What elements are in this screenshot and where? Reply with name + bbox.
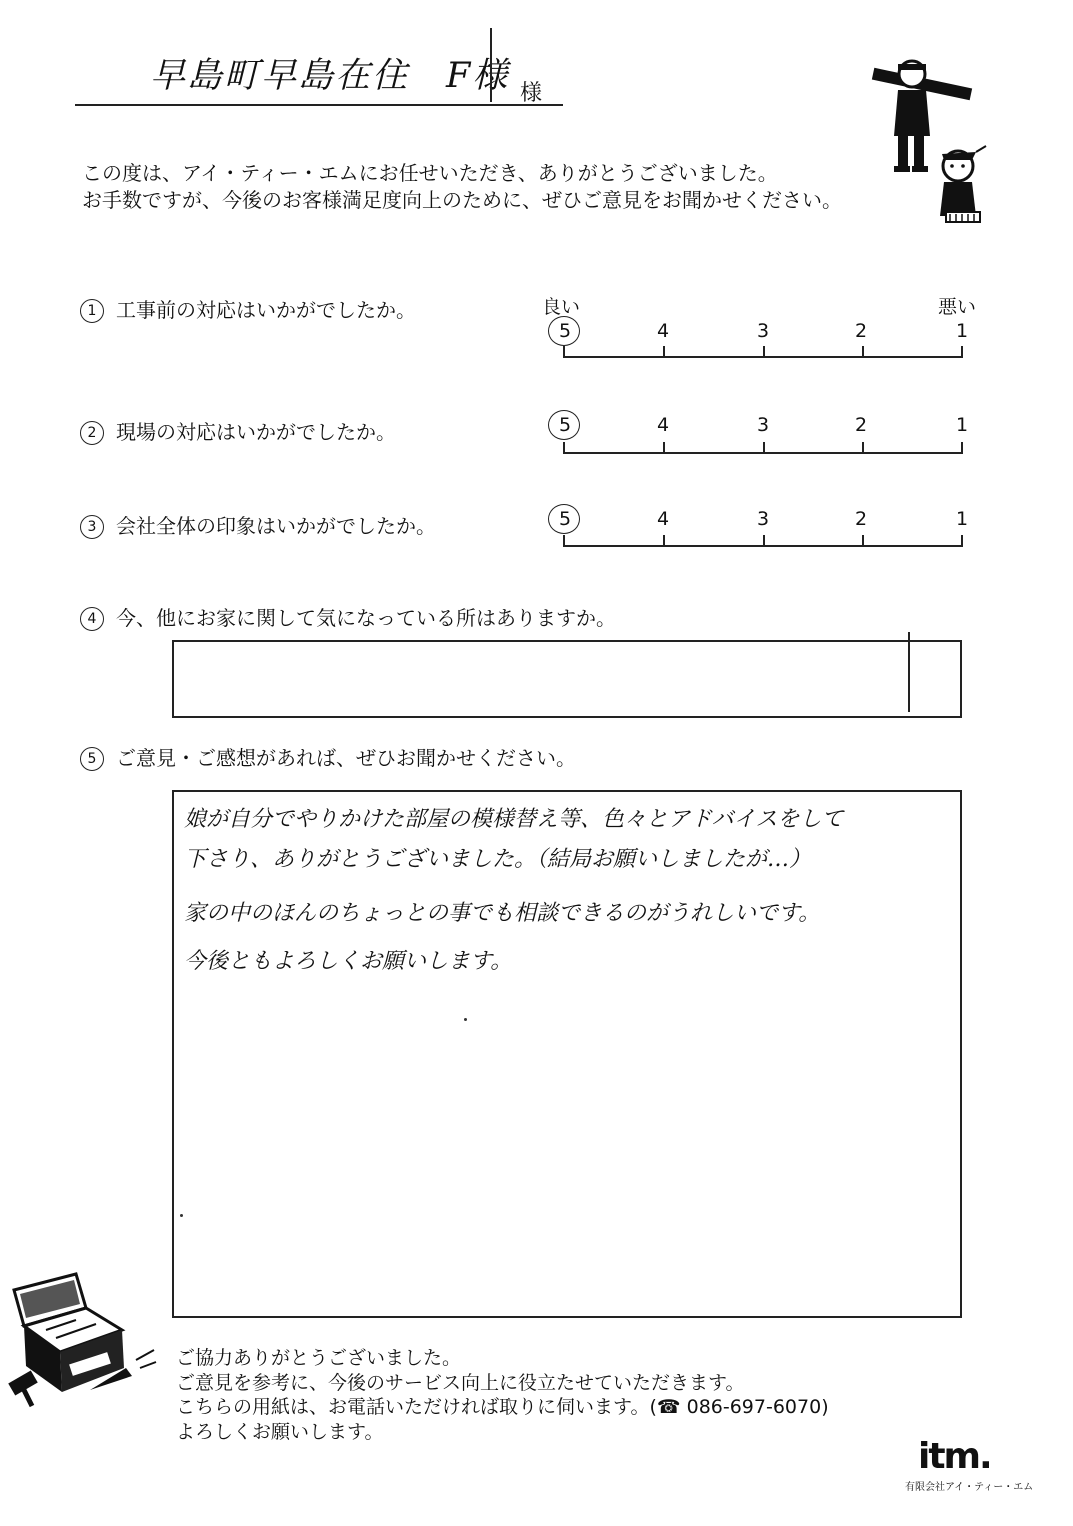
name-divider [490,28,492,102]
question-number: 4 [80,607,104,631]
scale-value-4: 4 [656,508,670,530]
scale-value-4: 4 [656,320,670,342]
speck [180,1214,183,1217]
intro-line-1: この度は、アイ・ティー・エムにお任せいただき、ありがとうございました。 [82,161,778,185]
rating-circle-q1 [548,316,580,346]
footer-line-1: ご協力ありがとうございました。 [176,1347,462,1369]
scale-value-3: 3 [756,508,770,530]
honorific-label: 様 [520,81,543,106]
question-text: 会社全体の印象はいかがでしたか。 [116,514,436,538]
footer-line-4: よろしくお願いします。 [176,1420,384,1443]
scale-bad-label: 悪い [938,296,977,318]
scale-value-3: 3 [756,320,770,342]
box-mark [908,632,910,712]
name-underline [75,104,563,106]
question-text: 工事前の対応はいかがでしたか。 [116,298,416,322]
scale-value-5: 5 [558,414,572,436]
question-number: 5 [80,747,104,771]
scale-value-1: 1 [955,320,969,342]
scale-value-4: 4 [656,414,670,436]
question-4 [80,602,616,631]
footer-text [176,1346,829,1444]
company-logo: itm. [918,1436,991,1477]
scale-good-label: 良い [542,296,581,318]
comment-line-4: 今後ともよろしくお願いします。 [184,949,513,974]
answer-box-q4[interactable] [172,640,962,718]
footer-line-3: こちらの用紙は、お電話いただければ取りに伺います。(☎ 086-697-6070) [176,1396,829,1418]
scale-value-2: 2 [854,320,868,342]
carpenters-illustration [868,56,998,242]
scale-value-3: 3 [756,414,770,436]
comment-line-2: 下さり、ありがとうございました。（結局お願いしましたが…） [184,847,812,872]
speck [464,1018,467,1021]
company-name: 有限会社アイ・ティー・エム [905,1482,1034,1493]
question-text: 今、他にお家に関して気になっている所はありますか。 [116,606,616,630]
question-text: 現場の対応はいかがでしたか。 [116,420,396,444]
scale-value-1: 1 [955,414,969,436]
question-number: 3 [80,515,104,539]
scale-value-5: 5 [558,508,572,530]
question-3 [80,510,436,539]
customer-name: 早島町早島在住 F様 [150,56,510,96]
question-2 [80,416,396,445]
rating-circle-q3 [548,504,580,534]
comment-line-1: 娘が自分でやりかけた部屋の模様替え等、色々とアドバイスをして [184,807,844,832]
question-number: 1 [80,299,104,323]
scale-value-2: 2 [854,414,868,436]
scale-value-2: 2 [854,508,868,530]
scale-value-5: 5 [558,320,572,342]
toolbox-illustration [6,1268,166,1418]
question-1 [80,294,416,323]
question-number: 2 [80,421,104,445]
intro-text [82,160,842,214]
scale-value-1: 1 [955,508,969,530]
comment-line-3: 家の中のほんのちょっとの事でも相談できるのがうれしいです。 [184,901,821,926]
question-5 [80,742,576,771]
question-text: ご意見・ご感想があれば、ぜひお聞かせください。 [116,746,576,770]
footer-line-2: ご意見を参考に、今後のサービス向上に役立たせていただきます。 [176,1371,745,1394]
intro-line-2: お手数ですが、今後のお客様満足度向上のために、ぜひご意見をお聞かせください。 [82,188,842,212]
rating-circle-q2 [548,410,580,440]
